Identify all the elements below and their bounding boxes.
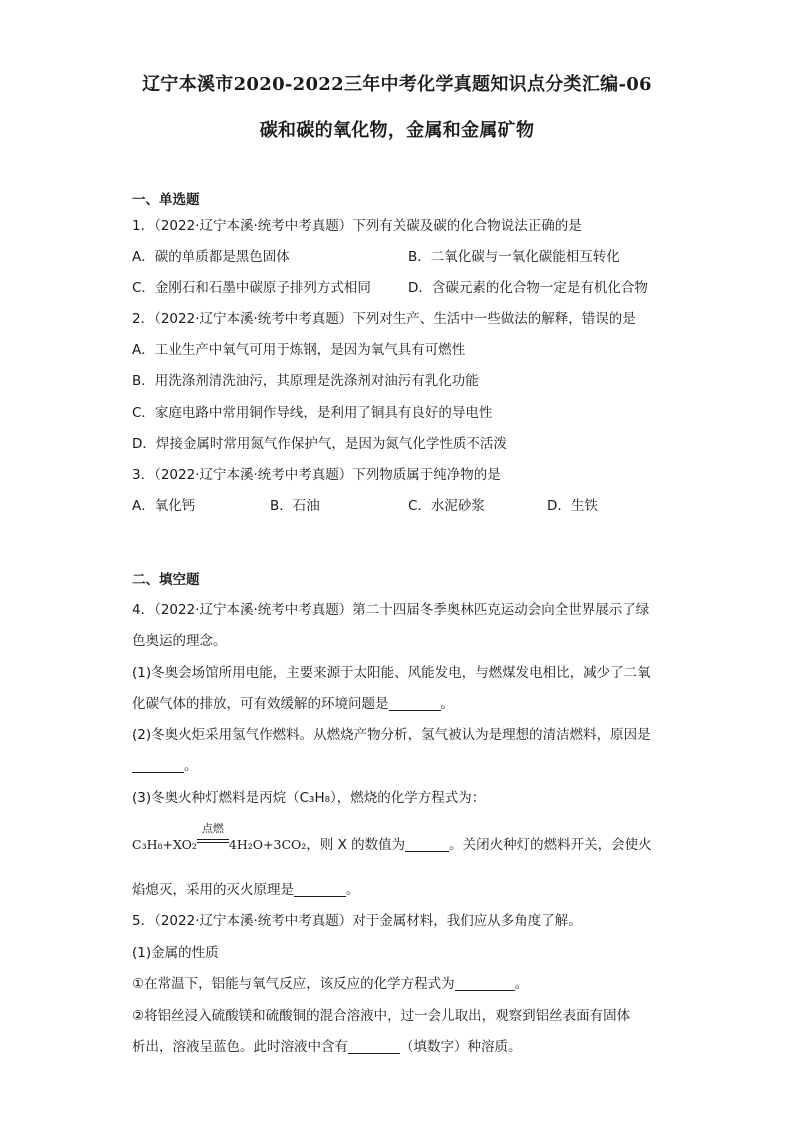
question-3-option-d: D．生铁 [547, 498, 598, 514]
question-3-option-a: A．氧化钙 [132, 498, 196, 514]
question-4-equation-line [132, 822, 652, 853]
question-5-sub2-line2 [132, 1035, 522, 1055]
double-line-arrow-icon [197, 837, 229, 847]
question-5-sub1-period: 。 [514, 976, 529, 992]
question-4-part1-text: 化碳气体的排放，可有效缓解的环境问题是 [132, 696, 389, 712]
question-1-option-a: A．碳的单质都是黑色固体 [132, 249, 290, 265]
answer-blank-4-1[interactable] [389, 696, 441, 711]
question-2-option-d: D．焊接金属时常用氮气作保护气，是因为氮气化学性质不活泼 [132, 436, 507, 452]
question-3-option-c: C．水泥砂浆 [408, 498, 485, 514]
question-1-option-c: C．金刚石和石墨中碳原子排列方式相同 [132, 280, 371, 296]
question-4-part3-text-c: 焰熄灭，采用的灭火原理是 [132, 882, 294, 898]
section-heading-fill-blank: 二、填空题 [132, 572, 200, 588]
section-heading-single-choice: 一、单选题 [132, 192, 200, 208]
equation-condition-label: 点燃 [201, 822, 224, 835]
question-2-option-b: B．用洗涤剂清洗油污，其原理是洗涤剂对油污有乳化功能 [132, 373, 479, 389]
question-4-part3-text-a: ，则 X 的数值为 [306, 837, 406, 853]
question-5-sub1-text: ①在常温下，铝能与氧气反应，该反应的化学方程式为 [132, 976, 455, 992]
question-4-stem-line1: 4．（2022·辽宁本溪·统考中考真题）第二十四届冬季奥林匹克运动会向全世界展示了绿 [132, 602, 650, 618]
question-3-stem: 3．（2022·辽宁本溪·统考中考真题）下列物质属于纯净物的是 [132, 467, 501, 483]
question-4-part2-line2 [132, 754, 198, 774]
question-1-option-b: B．二氧化碳与一氧化碳能相互转化 [408, 249, 620, 265]
question-4-part1-period: 。 [440, 696, 454, 712]
answer-blank-4-3[interactable] [405, 837, 449, 852]
question-4-part1-line2 [132, 692, 454, 712]
equation-products: 4H₂O+3CO₂ [228, 837, 307, 852]
question-2-stem: 2．（2022·辽宁本溪·统考中考真题）下列对生产、生活中一些做法的解释，错误的是 [132, 311, 636, 327]
question-3-option-b: B．石油 [270, 498, 320, 514]
question-2-option-c: C．家庭电路中常用铜作导线，是利用了铜具有良好的导电性 [132, 405, 493, 421]
question-5-sub2-line1: ②将铝丝浸入硫酸镁和硫酸铜的混合溶液中，过一会儿取出，观察到铝丝表面有固体 [132, 1008, 631, 1024]
question-4-part2-line1: (2)冬奥火炬采用氢气作燃料。从燃烧产物分析，氢气被认为是理想的清洁燃料，原因是 [132, 727, 651, 743]
question-2-option-a: A．工业生产中氧气可用于炼钢，是因为氧气具有可燃性 [132, 342, 466, 358]
question-5-stem: 5．（2022·辽宁本溪·统考中考真题）对于金属材料，我们应从多角度了解。 [132, 913, 582, 929]
answer-blank-5-2[interactable] [348, 1039, 400, 1054]
document-title-line2: 碳和碳的氧化物，金属和金属矿物 [259, 120, 535, 141]
equation-reactants: C₃H₈+XO₂ [132, 837, 197, 852]
question-4-part3-line3 [132, 878, 360, 898]
question-5-sub2-text: 析出，溶液呈蓝色。此时溶液中含有 [132, 1039, 348, 1055]
answer-blank-5-1[interactable] [455, 976, 515, 991]
question-4-part3-line1: (3)冬奥火种灯燃料是丙烷（C₃H₈），燃烧的化学方程式为： [132, 790, 486, 806]
question-5-sub1 [132, 972, 528, 992]
question-4-part1-line1: (1)冬奥会场馆所用电能，主要来源于太阳能、风能发电，与燃煤发电相比，减少了二氧 [132, 665, 651, 681]
equation-condition-arrow [197, 822, 229, 853]
document-title-line1: 辽宁本溪市2020-2022三年中考化学真题知识点分类汇编-06 [142, 74, 652, 95]
question-4-part3-period: 。 [346, 882, 360, 898]
answer-blank-4-4[interactable] [294, 882, 346, 897]
question-1-stem: 1．（2022·辽宁本溪·统考中考真题）下列有关碳及碳的化合物说法正确的是 [132, 218, 582, 234]
question-4-stem-line2: 色奥运的理念。 [132, 633, 227, 649]
question-4-part2-period: 。 [184, 758, 198, 774]
answer-blank-4-2[interactable] [132, 758, 184, 773]
question-5-part1: (1)金属的性质 [132, 945, 219, 961]
question-4-part3-text-b: 。关闭火种灯的燃料开关，会使火 [449, 837, 652, 853]
question-5-sub2-hint: （填数字）种溶质。 [400, 1039, 522, 1055]
question-1-option-d: D．含碳元素的化合物一定是有机化合物 [408, 280, 648, 296]
